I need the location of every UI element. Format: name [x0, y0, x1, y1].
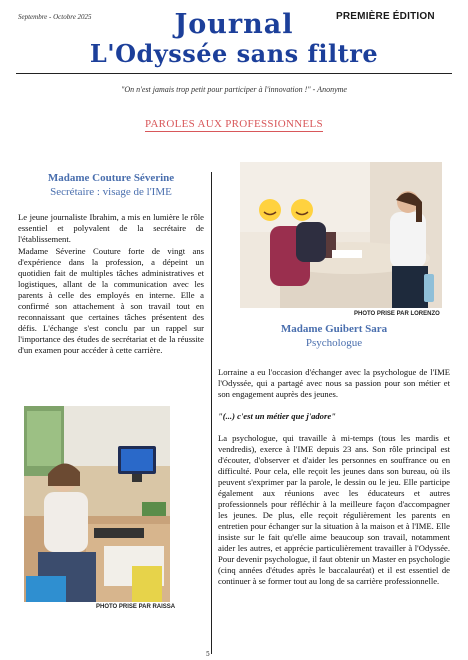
right-photo-credit: PHOTO PRISE PAR LORENZO	[354, 311, 440, 317]
section-title	[0, 118, 468, 130]
left-interviewee-role: Secrétaire : visage de l'IME	[50, 186, 172, 198]
page-number: 5	[206, 651, 210, 658]
left-interviewee-name: Madame Couture Séverine	[47, 172, 175, 184]
right-interviewee-role: Psychologue	[305, 337, 363, 349]
header-divider	[16, 73, 452, 74]
edition-label: PREMIÈRE ÉDITION	[336, 11, 435, 22]
column-divider	[211, 172, 212, 654]
left-paragraph-1: Le jeune journaliste Ibrahim, a mis en lumière le rôle essentiel et polyvalent de la secrétaire de l'établissement.	[18, 212, 204, 244]
psychologist-photo	[240, 162, 442, 308]
left-paragraph-2: Madame Séverine Couture forte de vingt ans d'expérience dans la profession, a dépeint un quotidien fait de multiples tâches administratives et logistiques, allant de la communication avec les parents à celle des employés en interne. Elle a confirmé son attachement à son travail tout en reconnaissant que certaines tâches présentent des défis. L'échange s'est conclu par un rappel sur l'importance des études de secrétariat et de la réussite d'un examen pour accéder à cette carrière.	[18, 246, 204, 355]
left-photo-credit: PHOTO PRISE PAR RAISSA	[96, 604, 176, 610]
right-body: La psychologue, qui travaille à mi-temps (tous les mardis et vendredis), exerce à l'IME depuis 23 ans. Son rôle principal est d'écouter, d'observer et d'aider les personnes en souffrance ou en difficulté. Pour cela, elle reçoit les jeunes dans son bureau, où ils peuvent s'exprimer par la parole, le dessin ou le jeu. Elle participe également aux réunions avec les éducateurs et autres professionnels pour réfléchir à la meilleure façon d'accompagner les jeunes. De plus, elle reçoit régulièrement les parents en entretien pour échanger sur la situation à la maison et à l'IME. Elle insiste sur le fait qu'elle aime beaucoup son travail, notamment aider les autres, et apprécie particulièrement travailler à l'Odyssée. Pour devenir psychologue, il faut obtenir un Master en psychologie (cinq années d'études après le baccalauréat) et il est essentiel de continuer à se former tout au long de sa carrière professionnelle.	[218, 433, 450, 586]
right-subheading: "(...) c'est un métier que j'adore"	[218, 411, 336, 421]
journal-title: Journal	[174, 9, 294, 40]
journal-subtitle: L'Odyssée sans filtre	[89, 39, 379, 68]
secretary-photo	[24, 406, 170, 602]
right-article	[218, 323, 450, 587]
section-title-text: PAROLES AUX PROFESSIONNELS	[145, 118, 323, 130]
issue-date: Septembre - Octobre 2025	[18, 13, 92, 21]
motto-quote: "On n'est jamais trop petit pour participer à l'innovation !" - Anonyme	[121, 85, 347, 94]
right-interviewee-name: Madame Guibert Sara	[280, 323, 388, 335]
left-article	[18, 172, 204, 356]
right-intro: Lorraine a eu l'occasion d'échanger avec la psychologue de l'IME l'Odyssée, qui a partagé avec nous sa passion pour son métier et son engagement auprès des jeunes.	[218, 367, 450, 399]
